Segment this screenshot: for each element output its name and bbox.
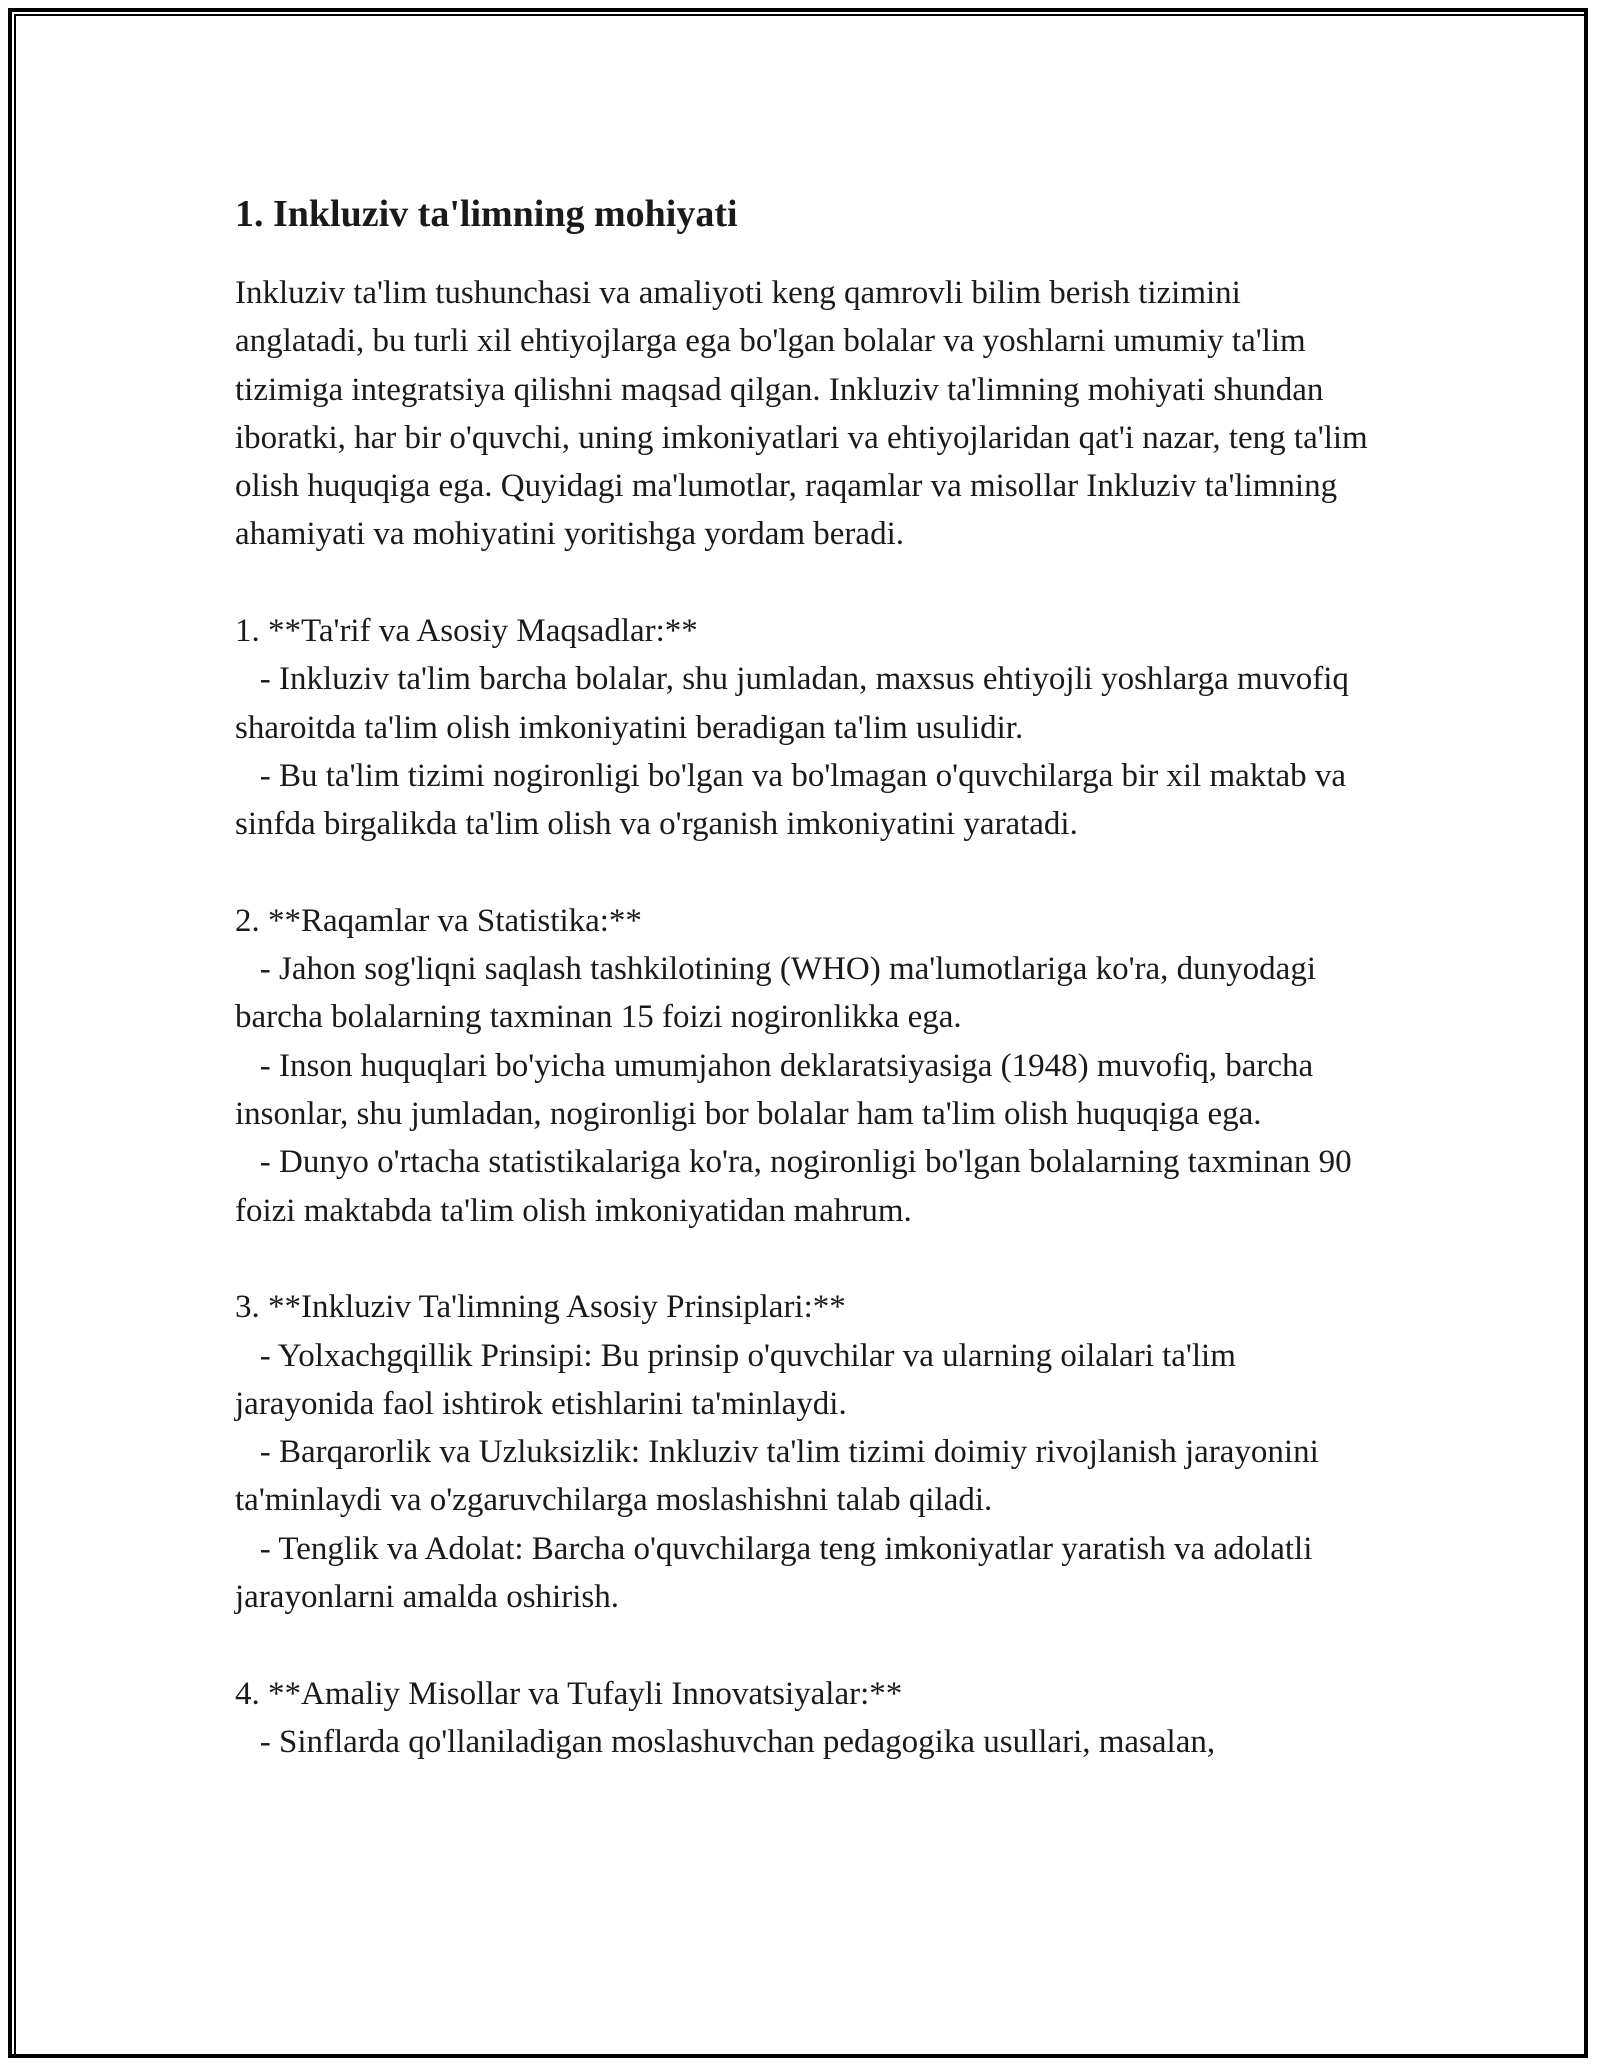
section-4 bbox=[235, 1670, 1375, 1767]
paragraph-gap bbox=[235, 1235, 1375, 1283]
list-item: - Bu ta'lim tizimi nogironligi bo'lgan va bo'lmagan o'quvchilarga bir xil maktab va sinfda birgalikda ta'lim olish va o'rganish imkoniyatini yaratadi. bbox=[235, 757, 1355, 843]
section-heading: 3. **Inkluziv Ta'limning Asosiy Prinsiplari:** bbox=[235, 1289, 846, 1326]
list-item: - Barqarorlik va Uzluksizlik: Inkluziv ta'lim tizimi doimiy rivojlanish jarayonini ta'minlaydi va o'zgaruvchilarga moslashishni talab qiladi. bbox=[235, 1434, 1327, 1519]
page-title: 1. Inkluziv ta'limning mohiyati bbox=[235, 193, 738, 235]
section-1 bbox=[235, 607, 1375, 848]
section-heading: 4. **Amaliy Misollar va Tufayli Innovatsiyalar:** bbox=[235, 1675, 903, 1712]
list-item: - Yolxachgqillik Prinsipi: Bu prinsip o'quvchilar va ularning oilalari ta'lim jarayonida faol ishtirok etishlarini ta'minlaydi. bbox=[235, 1337, 1245, 1422]
section-heading: 2. **Raqamlar va Statistika:** bbox=[235, 902, 642, 939]
paragraph-gap bbox=[235, 849, 1375, 897]
intro-paragraph: Inkluziv ta'lim tushunchasi va amaliyoti keng qamrovli bilim berish tizimini anglatadi, bu turli xil ehtiyojlarga ega bo'lgan bolalar va yoshlarni umumiy ta'lim tizimiga integratsiya qilishni maqsad qilgan. Inkluziv ta'limning mohiyati shundan iboratki, har bir o'quvchi, uning imkoniyatlari va ehtiyojlaridan qat'i nazar, teng ta'lim olish huquqiga ega. Quyidagi ma'lumotlar, raqamlar va misollar Inkluziv ta'limning ahamiyati va mohiyatini yoritishga yordam beradi. bbox=[235, 275, 1376, 553]
section-3 bbox=[235, 1283, 1375, 1621]
section-heading: 1. **Ta'rif va Asosiy Maqsadlar:** bbox=[235, 613, 698, 650]
list-item: - Inkluziv ta'lim barcha bolalar, shu jumladan, maxsus ehtiyojli yoshlarga muvofiq sharoitda ta'lim olish imkoniyatini beradigan ta'lim usulidir. bbox=[235, 661, 1358, 746]
list-item: - Jahon sog'liqni saqlash tashkilotining (WHO) ma'lumotlariga ko'ra, dunyodagi barcha bolalarning taxminan 15 foizi nogironlikka ega. bbox=[235, 951, 1325, 1036]
list-item: - Tenglik va Adolat: Barcha o'quvchilarga teng imkoniyatlar yaratish va adolatli jarayonlarni amalda oshirish. bbox=[235, 1530, 1321, 1616]
document-body bbox=[235, 185, 1375, 1766]
list-item: - Dunyo o'rtacha statistikalariga ko'ra, nogironligi bo'lgan bolalarning taxminan 90 foizi maktabda ta'lim olish imkoniyatidan mahrum. bbox=[235, 1144, 1360, 1229]
paragraph-gap bbox=[235, 1621, 1375, 1669]
list-item: - Inson huquqlari bo'yicha umumjahon deklaratsiyasiga (1948) muvofiq, barcha insonlar, shu jumladan, nogironligi bor bolalar ham ta'lim olish huquqiga ega. bbox=[235, 1047, 1322, 1133]
paragraph-gap bbox=[235, 559, 1375, 607]
list-item: - Sinflarda qo'llaniladigan moslashuvchan pedagogika usullari, masalan, bbox=[235, 1723, 1216, 1760]
section-2 bbox=[235, 897, 1375, 1235]
